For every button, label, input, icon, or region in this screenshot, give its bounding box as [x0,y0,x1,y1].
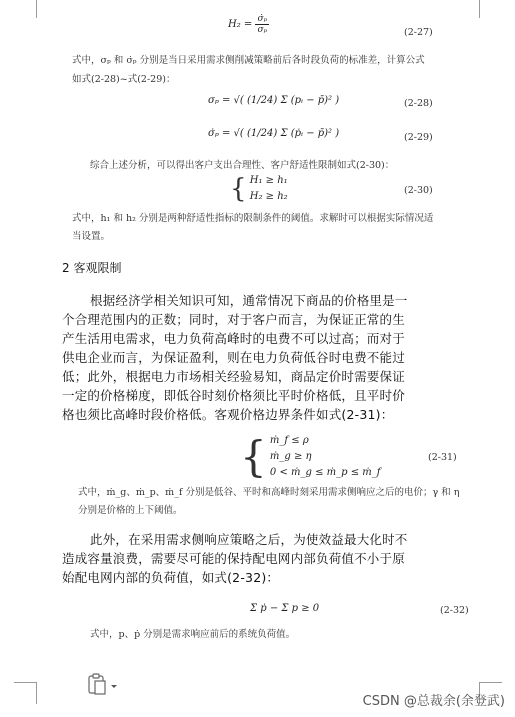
eq-lhs: H₂ = [228,19,253,30]
equation-number: (2-31) [428,452,457,463]
crop-mark-top-left [36,0,38,18]
eq-numerator: σ̇ₚ [257,14,268,24]
eq-fraction [255,14,269,35]
text-line: 式中，h₁ 和 h₂ 分别是两种舒适性指标的限制条件的阈值。求解时可以根据实际情况适 [72,213,434,224]
text-line: 分别是价格的上下阈值。 [78,505,183,516]
text-line: 此外，在采用需求侧响应策略之后，为使效益最大化时不 [90,532,408,547]
text-line: 式中，p、ṗ 分别是需求响应前后的系统负荷值。 [90,629,296,640]
text-line: 根据经济学相关知识可知，通常情况下商品的价格里是一 [90,293,408,308]
equation-2-32: Σ ṗ − Σ p ≥ 0 [250,603,320,614]
equation-2-28: σₚ = √( (1/24) Σ (pᵢ − p̄)² ) [208,95,340,106]
equation-number: (2-30) [404,185,433,196]
section-heading: 2 客观限制 [62,261,122,275]
text-line: 供电企业而言，为保证盈利，则在电力负荷低谷时电费不能过 [62,350,405,365]
text-line: 产生活用电需求，电力负荷高峰时的电费不可以过高；而对于 [62,331,405,346]
watermark: CSDN @总裁余(余登武) [362,694,505,709]
crop-mark-bottom-right-h [480,682,502,684]
equation-number: (2-28) [404,98,433,109]
eq-row: H₂ ≥ h₂ [249,191,288,202]
crop-mark-top-right [479,0,481,18]
text-line: 式中，ṁ_g、ṁ_p、ṁ_f 分别是低谷、平时和高峰时刻采用需求侧响应之后的电价；γ 和 η [78,487,460,498]
crop-mark-bottom-left-h [14,682,36,684]
text-line: 综合上述分析，可以得出客户支出合理性、客户舒适性限制如式(2-30)： [90,160,395,171]
eq-row: H₁ ≥ h₁ [249,175,288,186]
clipboard-paste-icon[interactable] [86,672,120,696]
text-line: 式中，σₚ 和 σ̇ₚ 分别是当日采用需求侧削减策略前后各时段负荷的标准差，计算公式 [72,55,425,66]
text-line: 始配电网内部的负荷值，如式(2-32)： [62,570,280,585]
text-line: 如式(2-28)~式(2-29)： [72,74,176,85]
text-line: 造成容量浪费，需要尽可能的保持配电网内部负荷值不小于原 [62,551,405,566]
eq-row: ṁ_g ≥ η [269,450,312,462]
text-line: 当设置。 [72,231,111,242]
equation-2-27 [228,14,269,35]
text-line: 低；此外，根据电力市场相关经验易知，商品定价时需要保证 [62,369,405,384]
equation-number: (2-29) [404,132,433,143]
text-line: 个合理范围内的正数；同时，对于客户而言，为保证正常的生 [62,312,405,327]
text-line: 格也须比高峰时段价格低。客观价格边界条件如式(2-31)： [62,407,394,422]
eq-denominator: σₚ [257,25,268,35]
equation-number: (2-32) [440,605,469,616]
text-line: 一定的价格梯度，即低谷时刻价格须比平时价格低，且平时价 [62,388,405,403]
equation-number: (2-27) [404,27,433,38]
equation-2-29: σ̇ₚ = √( (1/24) Σ (ṗᵢ − p̄)² ) [208,128,340,139]
eq-row: ṁ_f ≤ ρ [269,434,309,446]
eq-row: 0 < ṁ_g ≤ ṁ_p ≤ ṁ_f [269,466,381,478]
equation-2-31: { ṁ_f ≤ ρ ṁ_g ≥ η 0 < ṁ_g ≤ ṁ_p ≤ ṁ_f [240,432,381,481]
equation-2-30: { H₁ ≥ h₁ H₂ ≥ h₂ [230,174,288,204]
crop-mark-bottom-left [36,682,38,704]
